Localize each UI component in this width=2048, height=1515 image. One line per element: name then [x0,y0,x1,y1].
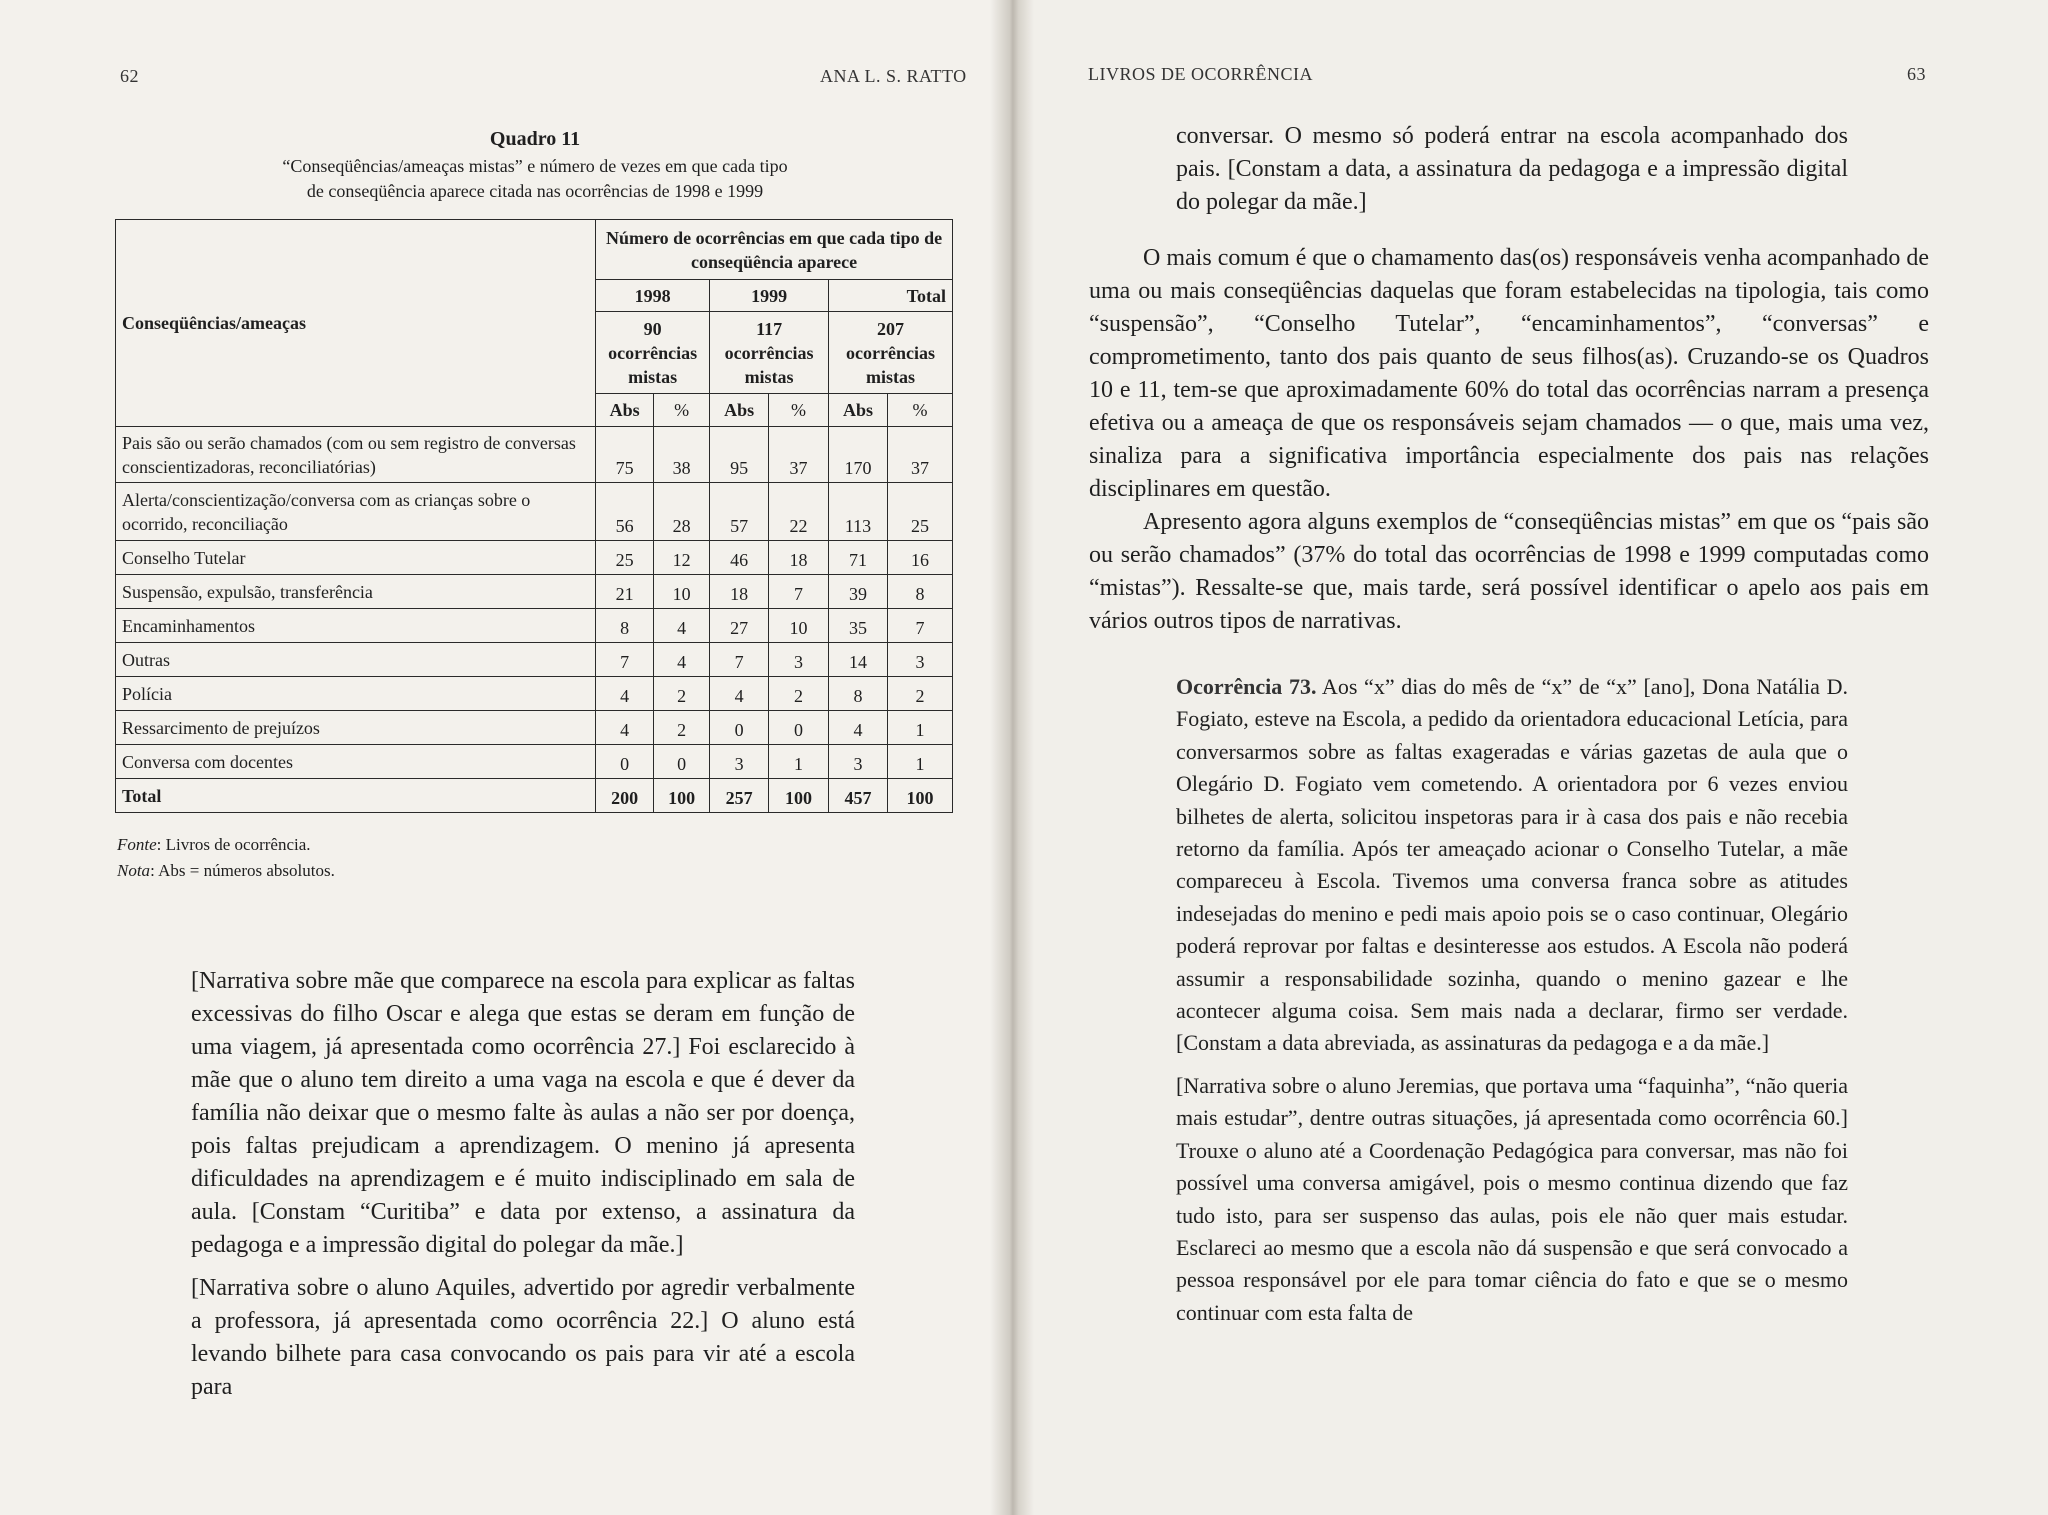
narrative-paragraph: conversar. O mesmo só poderá entrar na escola acompanhado dos pais. [Constam a data, a assinatura da pedagoga e a impressão digital do polegar da mãe.] [1176,123,1848,215]
cell: 113 [829,483,888,541]
cell: 2 [654,677,710,711]
year-header: Total [829,280,953,312]
cell: 75 [596,427,654,483]
cell: 22 [769,483,829,541]
cell: 21 [596,575,654,609]
cell: 25 [596,541,654,575]
cell: 7 [888,609,953,643]
table-subtitle [115,154,955,204]
table-row [116,677,953,711]
cell: 0 [596,745,654,779]
cell: 3 [829,745,888,779]
row-label: Total [116,779,596,813]
occurrence-paragraph [1176,671,1848,1060]
cell: 16 [888,541,953,575]
cell: 8 [596,609,654,643]
abs-header: Abs [710,394,769,427]
row-label: Outras [116,643,596,677]
occurrence-text: Aos “x” dias do mês de “x” de “x” [ano], Dona Natália D. Fogiato, esteve na Escola, a pedido da orientadora educacional Letícia, para conversarmos sobre as faltas exageradas e várias gazetas de aula que o Olegário D. Fogiato vem cometendo. A orientadora por 6 vezes enviou bilhetes de alerta, solicitou inspetoras para ir à casa dos pais e não recebia retorno da família. Após ter ameaçado acionar o Conselho Tutelar, a mãe compareceu à Escola. Tivemos uma conversa franca sobre as atitudes indesejadas do menino e pedi mais apoio pois se o caso continuar, Olegário poderá reprovar por faltas e desinteresse aos estudos. A Escola não poderá assumir a responsabilidade sozinha, quando o menino gazear e lhe acontecer alguma coisa. Sem mais nada a declarar, firmo ser verdade. [Constam a data abreviada, as assinaturas da pedagoga e a da mãe.] [1176,674,1848,1056]
right-page [1012,0,2048,1515]
cell: 2 [654,711,710,745]
year-header: 1999 [710,280,829,312]
table-row [116,541,953,575]
cell: 8 [888,575,953,609]
cell: 457 [829,779,888,813]
cell: 10 [654,575,710,609]
abs-header: Abs [829,394,888,427]
cell: 71 [829,541,888,575]
row-label: Suspensão, expulsão, transferência [116,575,596,609]
cell: 46 [710,541,769,575]
cell: 35 [829,609,888,643]
cell: 4 [596,677,654,711]
row-label: Pais são ou serão chamados (com ou sem registro de conversas conscientizadoras, reconciliatórias) [116,427,596,483]
cell: 0 [769,711,829,745]
cell: 4 [654,609,710,643]
cell: 170 [829,427,888,483]
cell: 18 [710,575,769,609]
cell: 27 [710,609,769,643]
cell: 0 [654,745,710,779]
cell: 37 [769,427,829,483]
cell: 10 [769,609,829,643]
row-header: Conseqüências/ameaças [116,220,596,427]
occurrence-label: Ocorrência 73. [1176,674,1317,699]
cell: 2 [769,677,829,711]
table-subtitle-line2: de conseqüência aparece citada nas ocorrências de 1998 e 1999 [306,181,764,201]
cell: 1 [769,745,829,779]
table-row [116,745,953,779]
cell: 0 [710,711,769,745]
cell: 8 [829,677,888,711]
occurrence-quotes [1176,671,1848,1329]
narrative-paragraph: [Narrativa sobre o aluno Aquiles, advertido por agredir verbalmente a professora, já apresentada como ocorrência 22.] O aluno está levando bilhete para casa convocando os pais para vir até a escola para [191,1275,855,1400]
cell: 38 [654,427,710,483]
fonte-text: : Livros de ocorrência. [156,835,311,854]
cell: 100 [888,779,953,813]
table-subtitle-line1: “Conseqüências/ameaças mistas” e número de vezes em que cada tipo [282,156,788,176]
cell: 39 [829,575,888,609]
cell: 1 [888,711,953,745]
narrative-paragraph: [Narrativa sobre o aluno Jeremias, que portava uma “faquinha”, “não queria mais estudar”, dentre outras situações, já apresentada como ocorrência 60.] Trouxe o aluno até a Coordenação Pedagógica para conversar, mas não foi possível uma conversa amigável, pois o mesmo continua dizendo que faz tudo isto, para ser suspenso das aulas, pois ele não quer mais estudar. Esclareci ao mesmo que a escola não dá suspensão e que será convocado a pessoa responsável por ele para tomar ciência do fato e que se o mesmo continuar com esta falta de [1176,1072,1848,1325]
pct-header: % [654,394,710,427]
group-header: Número de ocorrências em que cada tipo de conseqüência aparece [596,220,953,280]
nota-text: : Abs = números absolutos. [150,861,335,880]
cell: 3 [888,643,953,677]
cell: 100 [769,779,829,813]
table-row [116,427,953,483]
cell: 2 [888,677,953,711]
table-title: Quadro 11 [489,128,581,150]
nota-label: Nota [117,861,151,880]
cell: 3 [769,643,829,677]
row-label: Conversa com docentes [116,745,596,779]
book-gutter [990,0,1034,1515]
table-note [117,861,335,881]
year-count: 117 ocorrências mistas [710,312,829,394]
year-count: 90 ocorrências mistas [596,312,710,394]
table-row [116,643,953,677]
cell: 37 [888,427,953,483]
cell: 28 [654,483,710,541]
cell: 4 [654,643,710,677]
cell: 257 [710,779,769,813]
cell: 4 [829,711,888,745]
fonte-label: Fonte [117,835,157,854]
cell: 3 [710,745,769,779]
pct-header: % [769,394,829,427]
cell: 12 [654,541,710,575]
row-label: Conselho Tutelar [116,541,596,575]
table-total-row [116,779,953,813]
row-label: Polícia [116,677,596,711]
body-paragraph: Apresento agora alguns exemplos de “conseqüências mistas” em que os “pais são ou serão chamados” (37% do total das ocorrências de 1998 e 1999 computadas como “mistas”). Ressalte-se que, mais tarde, será possível identificar o apelo aos pais em vários outros tipos de narrativas. [1089,509,1929,634]
continuation-text [1176,120,1848,219]
cell: 200 [596,779,654,813]
row-label: Encaminhamentos [116,609,596,643]
cell: 56 [596,483,654,541]
table-row [116,609,953,643]
year-header: 1998 [596,280,710,312]
cell: 18 [769,541,829,575]
right-running-head: LIVROS DE OCORRÊNCIA [1088,64,1314,84]
cell: 14 [829,643,888,677]
cell: 7 [596,643,654,677]
cell: 1 [888,745,953,779]
cell: 4 [596,711,654,745]
row-label: Alerta/conscientização/conversa com as crianças sobre o ocorrido, reconciliação [116,483,596,541]
narrative-paragraph: [Narrativa sobre mãe que comparece na escola para explicar as faltas excessivas do filho Oscar e alega que estas se deram em função de uma viagem, já apresentada como ocorrência 27.] Foi esclarecido à mãe que o aluno tem direito a uma vaga na escola e que é dever da família não deixar que o mesmo falte às aulas a não ser por doença, pois faltas prejudicam a aprendizagem. O menino já apresenta dificuldades na aprendizagem e é muito indisciplinado em sala de aula. [Constam “Curitiba” e data por extenso, a assinatura da pedagoga e a impressão digital do polegar da mãe.] [191,968,855,1258]
cell: 25 [888,483,953,541]
cell: 7 [769,575,829,609]
left-running-head: ANA L. S. RATTO [820,66,967,86]
table-row [116,711,953,745]
body-paragraph: O mais comum é que o chamamento das(os) responsáveis venha acompanhado de uma ou mais conseqüências daquelas que foram estabelecidas na tipologia, tais como “suspensão”, “Conselho Tutelar”, “encaminhamentos”, “conversas” e comprometimento, tanto dos pais quanto de seus filhos(as). Cruzando-se os Quadros 10 e 11, tem-se que aproximadamente 60% do total das ocorrências narram a presença efetiva ou a ameaça de que os responsáveis sejam chamados — o que, mais uma vez, sinaliza para a significativa importância especialmente dos pais nas relações disciplinares em questão. [1089,245,1929,502]
cell: 57 [710,483,769,541]
table-source-note [117,835,311,855]
year-count: 207 ocorrências mistas [829,312,953,394]
left-page-number: 62 [120,66,139,86]
pct-header: % [888,394,953,427]
cell: 7 [710,643,769,677]
right-body-text [1089,242,1929,638]
consequences-table [115,219,953,813]
left-body-text [191,965,855,1404]
cell: 4 [710,677,769,711]
abs-header: Abs [596,394,654,427]
table-row [116,483,953,541]
right-page-number: 63 [1907,64,1926,84]
row-label: Ressarcimento de prejuízos [116,711,596,745]
table-row [116,575,953,609]
left-page [0,0,1012,1515]
cell: 100 [654,779,710,813]
cell: 95 [710,427,769,483]
